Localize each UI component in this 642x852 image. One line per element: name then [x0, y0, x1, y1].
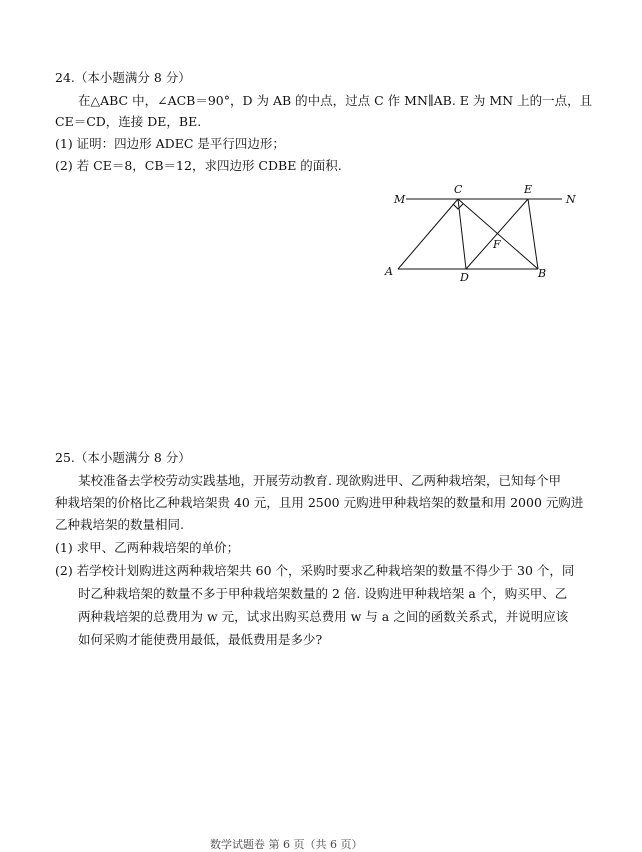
geometry-figure	[378, 180, 588, 285]
q25-stem-line1: 某校准备去学校劳动实践基地，开展劳动教育. 现欲购进甲、乙两种栽培架，已知每个甲	[78, 473, 561, 488]
label-f: F	[493, 238, 501, 251]
geometry-svg	[378, 180, 588, 285]
label-n: N	[566, 193, 576, 206]
label-m: M	[394, 193, 406, 206]
q24-heading: 24.（本小题满分 8 分）	[55, 70, 191, 85]
label-a: A	[385, 265, 393, 278]
q24-stem-line2: CE＝CD，连接 DE，BE.	[55, 114, 202, 129]
q25-part2-line1: (2) 若学校计划购进这两种栽培架共 60 个，采购时要求乙种栽培架的数量不得少于 30 个，同	[55, 563, 575, 578]
q25-part2-line2: 时乙种栽培架的数量不多于甲种栽培架数量的 2 倍. 设购进甲种栽培架 a 个，购买甲、乙	[78, 586, 568, 601]
q25-part2-line4: 如何采购才能使费用最低，最低费用是多少?	[78, 632, 323, 647]
q25-stem-line3: 乙种栽培架的数量相同.	[55, 517, 184, 532]
label-e: E	[524, 183, 533, 196]
label-d: D	[460, 271, 469, 284]
q25-stem-line2: 种栽培架的价格比乙种栽培架贵 40 元，且用 2500 元购进甲种栽培架的数量和用 2000 元购进	[55, 495, 584, 510]
segment-cb	[458, 199, 538, 269]
q24-part2: (2) 若 CE＝8，CB＝12，求四边形 CDBE 的面积.	[55, 158, 342, 173]
segment-cd	[458, 199, 466, 269]
label-b: B	[538, 267, 547, 280]
page-footer: 数学试题卷 第 6 页（共 6 页）	[210, 838, 363, 851]
segment-eb	[528, 199, 538, 269]
label-c: C	[454, 183, 463, 196]
q24-stem-line1: 在△ABC 中，∠ACB＝90°，D 为 AB 的中点，过点 C 作 MN∥AB. E 为 MN 上的一点，且	[78, 93, 593, 108]
segment-ac	[398, 199, 458, 269]
right-angle-mark	[453, 204, 463, 209]
q25-part1: (1) 求甲、乙两种栽培架的单价；	[55, 540, 240, 555]
segment-de	[466, 199, 528, 269]
q24-part1: (1) 证明：四边形 ADEC 是平行四边形；	[55, 136, 285, 151]
q25-part2-line3: 两种栽培架的总费用为 w 元，试求出购买总费用 w 与 a 之间的函数关系式，并说明应该	[78, 609, 569, 624]
q25-heading: 25.（本小题满分 8 分）	[55, 450, 191, 465]
